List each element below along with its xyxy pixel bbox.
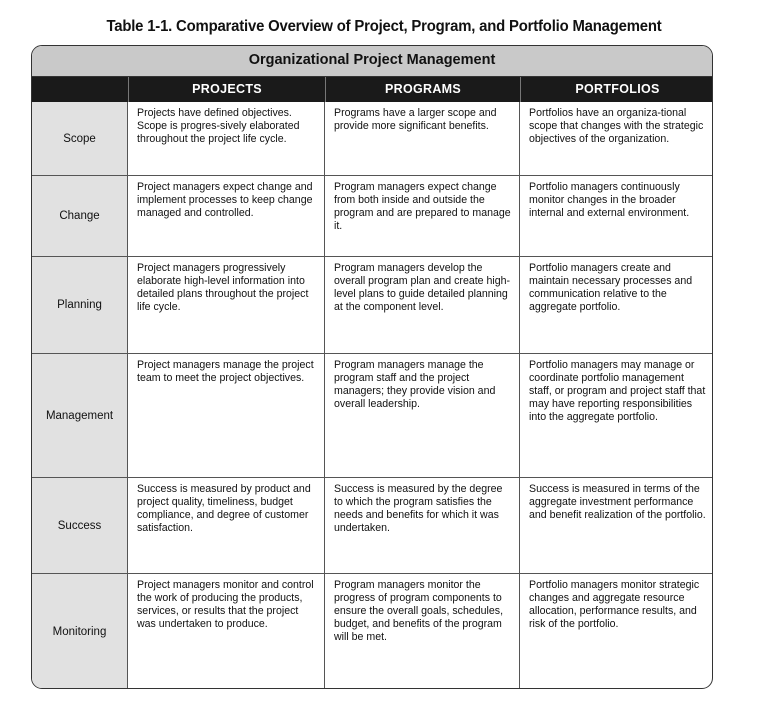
comparison-table: [31, 45, 713, 689]
cell-management-portfolios: Portfolio managers may manage or coordinate portfolio management staff, or program and project staff that may have reporting responsibilities into the aggregate portfolio.: [520, 354, 713, 478]
cell-management-projects: Project managers manage the project team to meet the project objectives.: [128, 354, 325, 478]
row-label-management: Management: [32, 354, 128, 478]
cell-change-programs: Program managers expect change from both inside and outside the program and are prepared to manage it.: [325, 176, 520, 257]
cell-planning-portfolios: Portfolio managers create and maintain necessary processes and communication relative to the aggregate portfolio.: [520, 257, 713, 354]
cell-change-projects: Project managers expect change and implement processes to keep change managed and controlled.: [128, 176, 325, 257]
cell-success-portfolios: Success is measured in terms of the aggregate investment performance and benefit realization of the portfolio.: [520, 478, 713, 574]
row-label-monitoring: Monitoring: [32, 574, 128, 689]
cell-scope-projects: Projects have defined objectives. Scope is progres-sively elaborated throughout the project life cycle.: [128, 102, 325, 176]
table-caption: Table 1-1. Comparative Overview of Project, Program, and Portfolio Management: [106, 18, 662, 35]
row-label-planning: Planning: [32, 257, 128, 354]
cell-planning-programs: Program managers develop the overall program plan and create high-level plans to guide detailed planning at the component level.: [325, 257, 520, 354]
cell-scope-programs: Programs have a larger scope and provide more significant benefits.: [325, 102, 520, 176]
corner-header: [32, 77, 128, 102]
cell-success-projects: Success is measured by product and project quality, timeliness, budget compliance, and degree of customer satisfaction.: [128, 478, 325, 574]
row-label-scope: Scope: [32, 102, 128, 176]
organizational-band: Organizational Project Management: [32, 46, 712, 77]
cell-scope-portfolios: Portfolios have an organiza-tional scope that changes with the strategic objectives of the organization.: [520, 102, 713, 176]
row-label-change: Change: [32, 176, 128, 257]
cell-success-programs: Success is measured by the degree to which the program satisfies the needs and benefits for which it was undertaken.: [325, 478, 520, 574]
cell-monitoring-programs: Program managers monitor the progress of program components to ensure the overall goals, schedules, budget, and benefits of the program will be met.: [325, 574, 520, 689]
cell-monitoring-projects: Project managers monitor and control the work of producing the products, services, or results that the project was undertaken to produce.: [128, 574, 325, 689]
row-label-success: Success: [32, 478, 128, 574]
column-header-portfolios: PORTFOLIOS: [520, 77, 713, 102]
cell-monitoring-portfolios: Portfolio managers monitor strategic changes and aggregate resource allocation, performance results, and risk of the portfolio.: [529, 579, 700, 630]
cell-change-portfolios: Portfolio managers continuously monitor changes in the broader internal and external environment.: [520, 176, 713, 257]
cell-planning-projects: Project managers progressively elaborate high-level information into detailed plans throughout the project life cycle.: [128, 257, 325, 354]
column-header-programs: PROGRAMS: [325, 77, 520, 102]
cell-management-programs: Program managers manage the program staff and the project managers; they provide vision and overall leadership.: [325, 354, 520, 478]
column-header-projects: PROJECTS: [128, 77, 325, 102]
